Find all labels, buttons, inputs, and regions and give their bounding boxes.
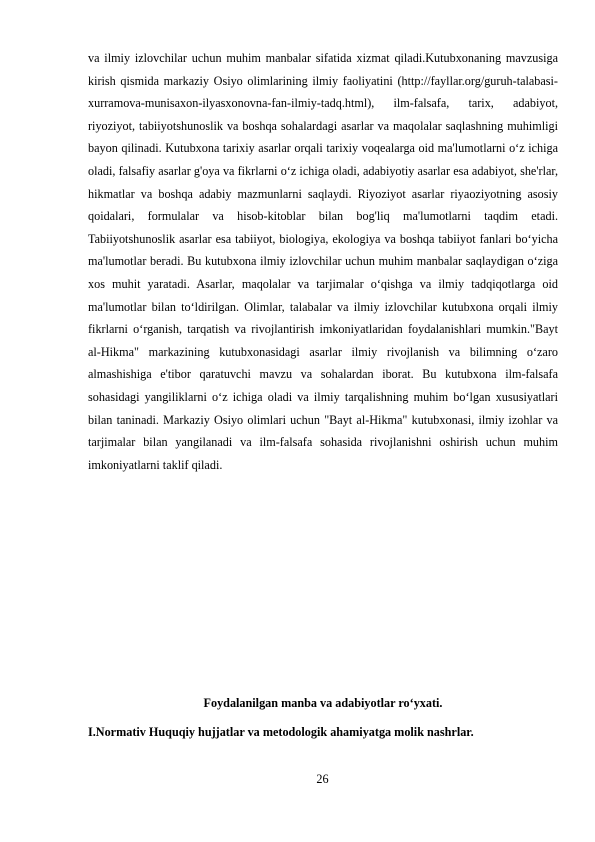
references-subheading: I.Normativ Huquqiy hujjatlar va metodologik ahamiyatga molik nashrlar. bbox=[88, 725, 474, 739]
page-number: 26 bbox=[316, 772, 329, 786]
body-paragraph: va ilmiy izlovchilar uchun muhim manbalar sifatida xizmat qiladi.Kutubxonaning mavzusiga kirish qismida markaziy Osiyo olimlarining ilmiy faoliyatini (http://fayllar.org/guruh-talabasi-xurramova-munisaxon-ilyasxonovna-fan-ilmiy-tadq.html), ilm-falsafa, tarix, adabiyot, riyoziyot, tabiiyotshunoslik va boshqa sohalardagi asarlar va maqolalar saqlashning muhimligi bayon qilinadi. Kutubxona tarixiy asarlar orqali tarixiy voqealarga oid ma'lumotlarni o‘z ichiga oladi, falsafiy asarlar g'oya va fikrlarni o‘z ichiga oladi, adabiyotiy asarlar esa adabiyot, she'rlar, hikmatlar va boshqa adabiy mazmunlarni saqlaydi. Riyoziyot asarlar riyaoziyotning asosiy qoidalari, formulalar va hisob-kitoblar bilan bog'liq ma'lumotlarni taqdim etadi. Tabiiyotshunoslik asarlar esa tabiiyot, biologiya, ekologiya va boshqa tabiiyot fanlari bo‘yicha ma'lumotlar beradi. Bu kutubxona ilmiy izlovchilar uchun muhim manbalar saqlaydigan o‘ziga xos muhit yaratadi. Asarlar, maqolalar va tarjimalar o‘qishga va ilmiy tadqiqotlarga oid ma'lumotlar bilan to‘ldirilgan. Olimlar, talabalar va ilmiy izlovchilar kutubxona orqali ilmiy fikrlarni o‘rganish, tarqatish va rivojlantirish imkoniyatlaridan foydalanishlari mumkin."Bayt al-Hikma" markazining kutubxonasidagi asarlar ilmiy rivojlanish va bilimning o‘zaro almashishiga e'tibor qaratuvchi mavzu va sohalardan iborat. Bu kutubxona ilm-falsafa sohasidagi yangiliklarni o‘z ichiga oladi va ilmiy tarqalishning muhim bo‘lgan xususiyatlari bilan taninadi. Markaziy Osiyo olimlari uchun "Bayt al-Hikma" kutubxonasi, ilmiy izohlar va tarjimalar bilan yangilanadi va ilm-falsafa sohasida rivojlanishni oshirish uchun muhim imkoniyatlarni taklif qiladi. bbox=[88, 51, 558, 472]
references-heading: Foydalanilgan manba va adabiyotlar ro‘yxati. bbox=[203, 696, 443, 710]
